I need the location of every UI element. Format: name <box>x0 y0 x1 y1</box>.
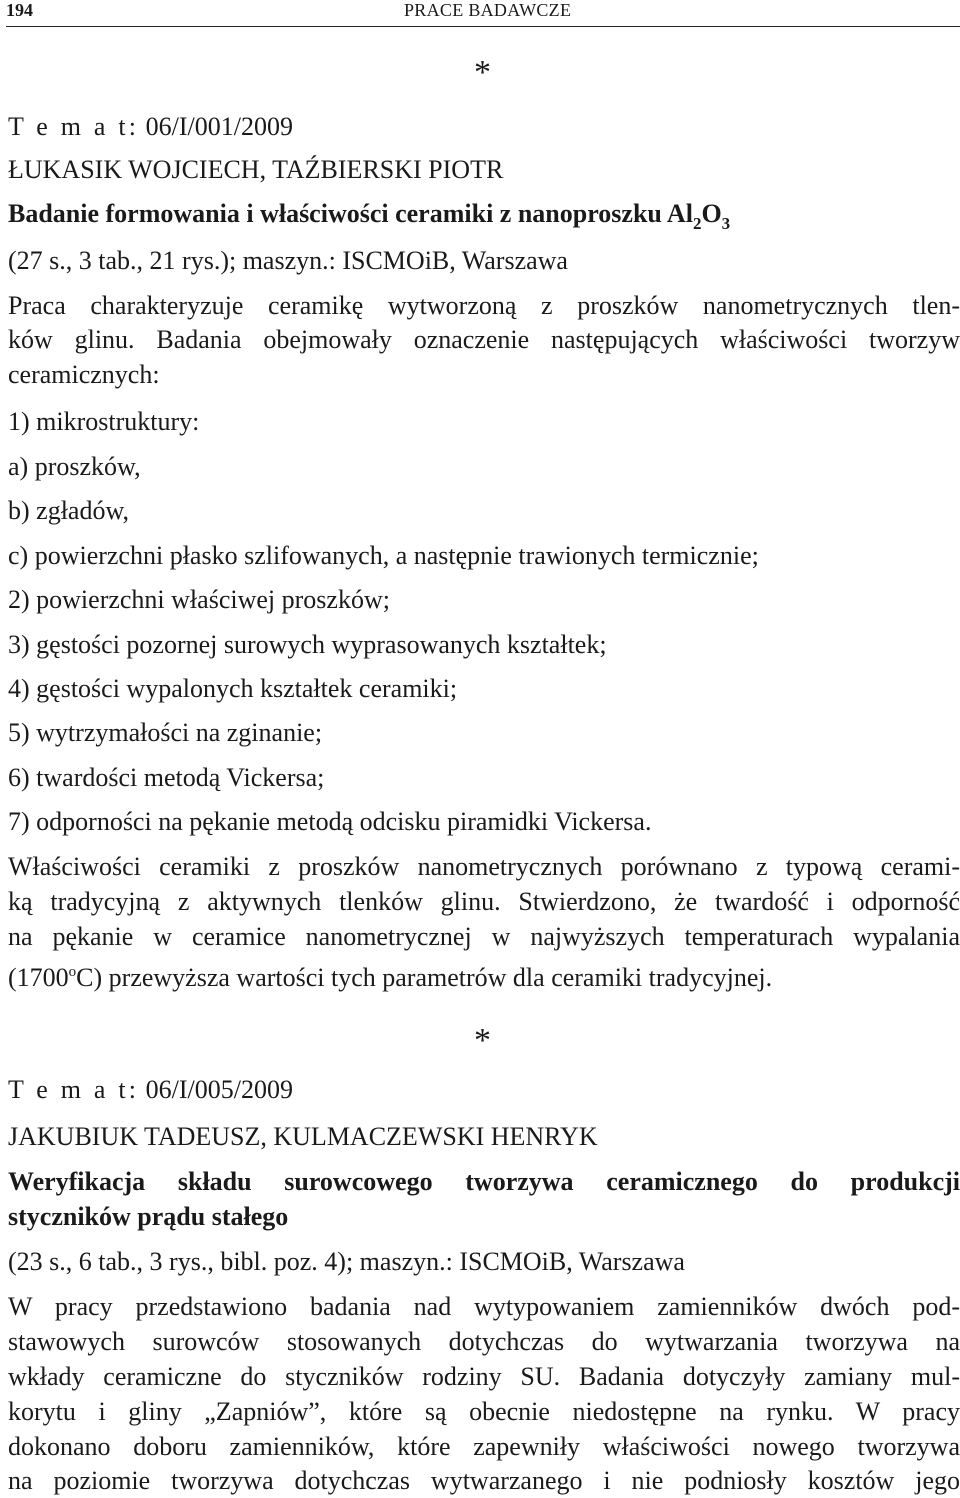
entry1-list-item: 7) odporności na pękanie metodą odcisku piramidki Vickersa. <box>8 807 652 836</box>
entry1-list-item: 1) mikrostruktury: <box>8 407 200 436</box>
entry2-body-line: korytu i gliny „Zapniów”, które są obecnie niedostępne na rynku. W pracy <box>8 1397 960 1426</box>
page-header <box>6 0 960 27</box>
entry1-list-item: 4) gęstości wypalonych kształtek ceramiki; <box>8 674 458 703</box>
entry1-list-item: 3) gęstości pozornej surowych wyprasowanych kształtek; <box>8 630 607 659</box>
entry1-conclusion-last <box>8 955 772 995</box>
entry1-body-line: Praca charakteryzuje ceramikę wytworzoną z proszków nanometrycznych tlen- <box>8 291 960 320</box>
entry1-authors: ŁUKASIK WOJCIECH, TAŹBIERSKI PIOTR <box>8 155 504 184</box>
degree-sup: o <box>68 964 77 980</box>
entry1-body-line: ków glinu. Badania obejmowały oznaczenie następujących właściwości tworzyw <box>8 325 960 354</box>
entry1-list-item: 2) powierzchni właściwej proszków; <box>8 585 390 614</box>
entry1-body-line: ceramicznych: <box>8 360 160 389</box>
entry1-conclusion-line: ką tradycyjną z aktywnych tlenków glinu. Stwierdzono, że twardość i odporność <box>8 887 960 916</box>
entry1-list-item: 6) twardości metodą Vickersa; <box>8 763 325 792</box>
entry1-title-sub2: 3 <box>721 214 731 233</box>
entry1-temat-code: 06/I/001/2009 <box>145 112 294 141</box>
entry2-meta: (23 s., 6 tab., 3 rys., bibl. poz. 4); maszyn.: ISCMOiB, Warszawa <box>8 1247 685 1276</box>
entry1-list-item: a) proszków, <box>8 452 141 481</box>
entry2-temat-code: 06/I/005/2009 <box>145 1075 294 1104</box>
entry2-body-line: stawowych surowców stosowanych dotychczas do wytwarzania tworzywa na <box>8 1327 960 1356</box>
entry2-temat <box>8 1073 293 1107</box>
entry2-body-line: wkłady ceramiczne do styczników rodziny SU. Badania dotyczyły zamiany mul- <box>8 1362 960 1391</box>
entry2-title-line: Weryfikacja składu surowcowego tworzywa ceramicznego do produkcji <box>8 1167 960 1196</box>
entry1-list-item: c) powierzchni płasko szlifowanych, a następnie trawionych termicznie; <box>8 541 759 570</box>
entry2-body-line: W pracy przedstawiono badania nad wytypowaniem zamienników dwóch pod- <box>8 1292 960 1321</box>
entry1-list-item: b) zgładów, <box>8 496 130 525</box>
separator-middle: * <box>474 1022 491 1059</box>
running-title: PRACE BADAWCZE <box>404 0 572 20</box>
entry2-body-line: dokonano doboru zamienników, które zapewniły właściwości nowego tworzywa <box>8 1432 960 1461</box>
separator-top: * <box>474 54 491 91</box>
entry1-conclusion-line: na pękanie w ceramice nanometrycznej w najwyższych temperaturach wypalania <box>8 922 960 951</box>
entry1-title-text: Badanie formowania i właściwości ceramiki z nanoproszku Al <box>8 199 693 228</box>
entry1-title <box>8 197 730 241</box>
temperature-value: (1700 <box>8 963 69 992</box>
entry1-conclusion-line: Właściwości ceramiki z proszków nanometrycznych porównano z typową cerami- <box>8 852 960 881</box>
page-number: 194 <box>6 0 33 20</box>
entry1-meta: (27 s., 3 tab., 21 rys.); maszyn.: ISCMOiB, Warszawa <box>8 246 568 275</box>
entry1-list-item: 5) wytrzymałości na zginanie; <box>8 718 323 747</box>
entry2-authors: JAKUBIUK TADEUSZ, KULMACZEWSKI HENRYK <box>8 1122 598 1151</box>
entry1-title-sub1: 2 <box>692 214 702 233</box>
entry2-title-line: styczników prądu stałego <box>8 1202 289 1231</box>
entry1-temat-label: T e m a t: <box>8 112 140 141</box>
entry2-body-line: na poziomie tworzywa dotychczas wytwarzanego i nie podniosły kosztów jego <box>8 1466 960 1495</box>
entry2-temat-label: T e m a t: <box>8 1075 140 1104</box>
entry1-temat <box>8 110 293 144</box>
entry1-conclusion-tail: C) przewyższa wartości tych parametrów dla ceramiki tradycyjnej. <box>76 963 773 992</box>
entry1-title-o: O <box>701 199 722 228</box>
